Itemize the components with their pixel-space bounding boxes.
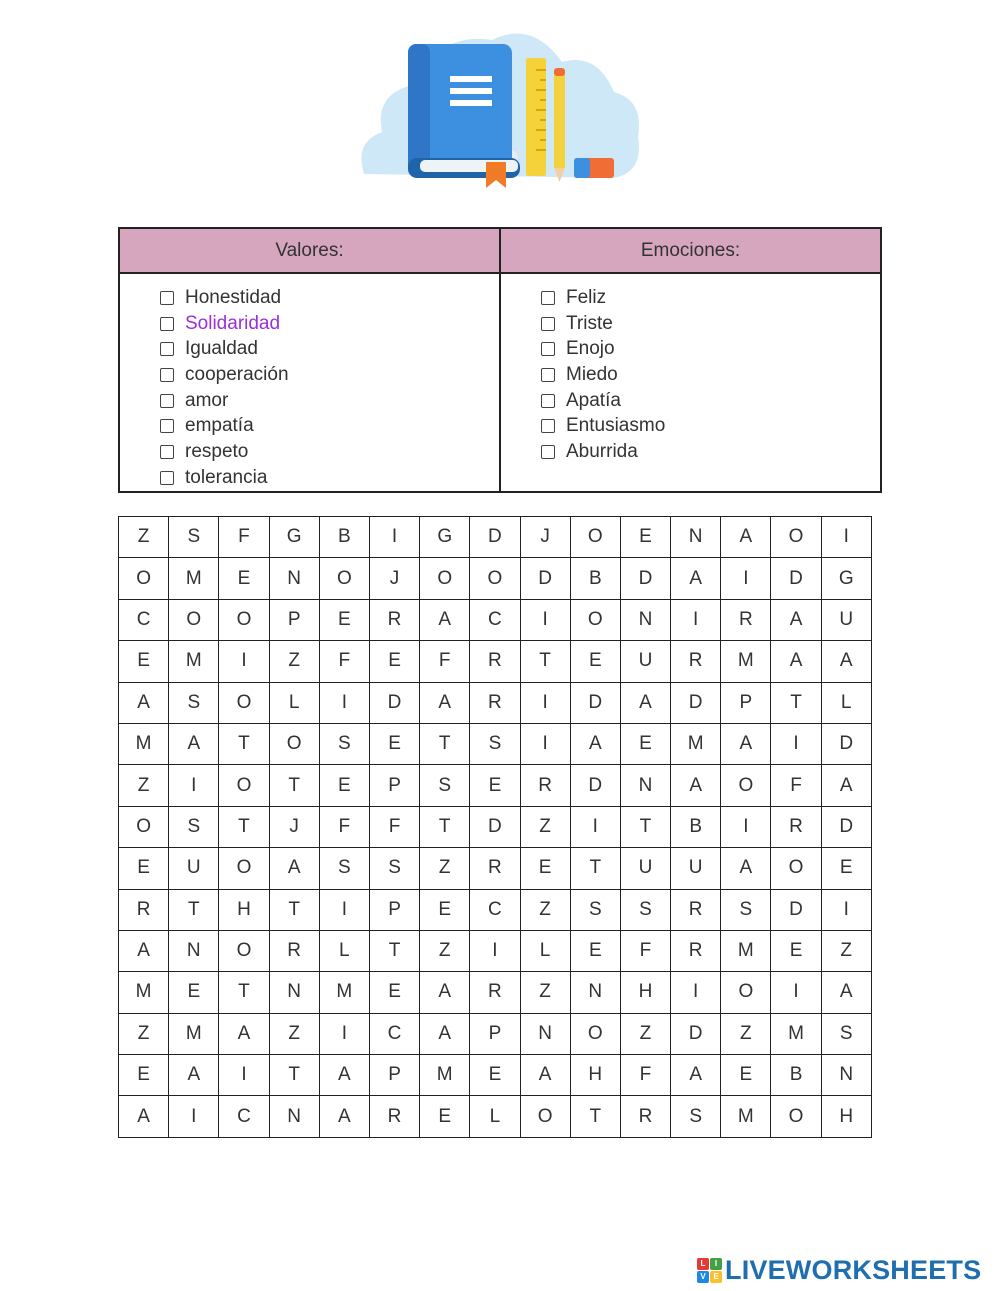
grid-cell[interactable]: R [771, 806, 821, 847]
grid-cell[interactable]: O [771, 1096, 821, 1137]
grid-cell[interactable]: E [369, 641, 419, 682]
grid-cell[interactable]: J [269, 806, 319, 847]
grid-cell[interactable]: C [219, 1096, 269, 1137]
grid-cell[interactable]: F [620, 930, 670, 971]
grid-cell[interactable]: P [369, 765, 419, 806]
grid-cell[interactable]: A [420, 1013, 470, 1054]
grid-cell[interactable]: D [821, 806, 871, 847]
grid-cell[interactable]: T [420, 723, 470, 764]
grid-cell[interactable]: E [470, 765, 520, 806]
grid-cell[interactable]: B [570, 558, 620, 599]
grid-cell[interactable]: R [721, 599, 771, 640]
grid-cell[interactable]: J [369, 558, 419, 599]
grid-cell[interactable]: U [671, 848, 721, 889]
grid-cell[interactable]: E [119, 641, 169, 682]
grid-cell[interactable]: G [420, 517, 470, 558]
word-amor[interactable]: amor [160, 388, 499, 414]
word-enojo[interactable]: Enojo [541, 336, 880, 362]
grid-cell[interactable]: E [119, 1055, 169, 1096]
word-miedo[interactable]: Miedo [541, 362, 880, 388]
grid-cell[interactable]: Z [269, 1013, 319, 1054]
grid-cell[interactable]: E [119, 848, 169, 889]
grid-cell[interactable]: A [821, 765, 871, 806]
grid-cell[interactable]: S [369, 848, 419, 889]
grid-cell[interactable]: R [620, 1096, 670, 1137]
grid-cell[interactable]: I [369, 517, 419, 558]
grid-cell[interactable]: O [269, 723, 319, 764]
grid-cell[interactable]: A [721, 517, 771, 558]
grid-cell[interactable]: M [721, 930, 771, 971]
grid-cell[interactable]: P [369, 1055, 419, 1096]
grid-cell[interactable]: E [620, 723, 670, 764]
brand-mark-tile: V [697, 1271, 709, 1283]
grid-cell[interactable]: T [771, 682, 821, 723]
book-ruler-pencil-cloud-icon [352, 22, 644, 192]
grid-cell[interactable]: T [570, 848, 620, 889]
grid-cell[interactable]: A [570, 723, 620, 764]
grid-cell[interactable]: I [821, 889, 871, 930]
grid-cell[interactable]: A [119, 682, 169, 723]
grid-cell[interactable]: Z [420, 848, 470, 889]
grid-cell[interactable]: R [520, 765, 570, 806]
grid-cell[interactable]: D [821, 723, 871, 764]
grid-cell[interactable]: M [721, 641, 771, 682]
grid-cell[interactable]: I [319, 1013, 369, 1054]
grid-cell[interactable]: Z [520, 972, 570, 1013]
grid-cell[interactable]: N [620, 765, 670, 806]
grid-cell[interactable]: H [570, 1055, 620, 1096]
grid-cell[interactable]: I [771, 723, 821, 764]
grid-cell[interactable]: S [470, 723, 520, 764]
grid-cell[interactable]: S [319, 848, 369, 889]
grid-cell[interactable]: E [470, 1055, 520, 1096]
grid-cell[interactable]: D [620, 558, 670, 599]
checkbox[interactable] [541, 419, 555, 433]
grid-cell[interactable]: E [620, 517, 670, 558]
grid-cell[interactable]: S [420, 765, 470, 806]
grid-cell[interactable]: T [620, 806, 670, 847]
grid-cell[interactable]: I [721, 806, 771, 847]
word-tolerancia[interactable]: tolerancia [160, 465, 499, 491]
grid-cell[interactable]: T [169, 889, 219, 930]
grid-cell[interactable]: O [520, 1096, 570, 1137]
word-feliz[interactable]: Feliz [541, 285, 880, 311]
grid-cell[interactable]: S [721, 889, 771, 930]
valores-heading: Valores: [275, 239, 344, 261]
grid-cell[interactable]: N [520, 1013, 570, 1054]
checkbox[interactable] [541, 291, 555, 305]
grid-cell[interactable]: T [570, 1096, 620, 1137]
liveworksheets-logo [697, 1254, 981, 1286]
grid-cell[interactable]: R [269, 930, 319, 971]
grid-cell[interactable]: S [169, 682, 219, 723]
grid-cell[interactable]: E [319, 599, 369, 640]
checkbox[interactable] [541, 368, 555, 382]
word-aburrida[interactable]: Aburrida [541, 439, 880, 465]
grid-cell[interactable]: F [420, 641, 470, 682]
grid-cell[interactable]: E [169, 972, 219, 1013]
grid-cell[interactable]: A [721, 848, 771, 889]
grid-cell[interactable]: U [620, 641, 670, 682]
grid-row [119, 972, 872, 1013]
grid-cell[interactable]: O [721, 765, 771, 806]
grid-cell[interactable]: O [169, 599, 219, 640]
grid-cell[interactable]: R [671, 641, 721, 682]
word-empatia[interactable]: empatía [160, 413, 499, 439]
checkbox[interactable] [160, 291, 174, 305]
grid-cell[interactable]: I [470, 930, 520, 971]
grid-cell[interactable]: Z [620, 1013, 670, 1054]
word-list-table [118, 227, 882, 493]
grid-cell[interactable]: E [369, 972, 419, 1013]
grid-cell[interactable]: T [269, 889, 319, 930]
grid-row [119, 641, 872, 682]
grid-cell[interactable]: M [169, 558, 219, 599]
grid-cell[interactable]: O [319, 558, 369, 599]
grid-row [119, 723, 872, 764]
grid-cell[interactable]: S [821, 1013, 871, 1054]
grid-cell[interactable]: P [269, 599, 319, 640]
grid-cell[interactable]: D [570, 765, 620, 806]
grid-cell[interactable]: B [671, 806, 721, 847]
word-search-grid [118, 516, 872, 1138]
grid-row [119, 682, 872, 723]
grid-row [119, 806, 872, 847]
grid-cell[interactable]: N [570, 972, 620, 1013]
grid-cell[interactable]: I [319, 682, 369, 723]
grid-cell[interactable]: U [620, 848, 670, 889]
grid-cell[interactable]: B [771, 1055, 821, 1096]
grid-cell[interactable]: C [470, 599, 520, 640]
grid-cell[interactable]: S [169, 517, 219, 558]
grid-cell[interactable]: F [771, 765, 821, 806]
grid-cell[interactable]: T [269, 765, 319, 806]
grid-cell[interactable]: I [169, 1096, 219, 1137]
grid-cell[interactable]: O [119, 806, 169, 847]
grid-cell[interactable]: U [169, 848, 219, 889]
grid-cell[interactable]: E [420, 1096, 470, 1137]
grid-cell[interactable]: O [771, 517, 821, 558]
grid-cell[interactable]: A [169, 723, 219, 764]
grid-cell[interactable]: T [219, 806, 269, 847]
grid-cell[interactable]: D [771, 889, 821, 930]
grid-cell[interactable]: A [119, 930, 169, 971]
grid-cell[interactable]: M [721, 1096, 771, 1137]
grid-cell[interactable]: H [219, 889, 269, 930]
word-honestidad[interactable]: Honestidad [160, 285, 499, 311]
word-solidaridad[interactable]: Solidaridad [160, 311, 499, 337]
grid-cell[interactable]: Z [119, 517, 169, 558]
grid-cell[interactable]: Z [420, 930, 470, 971]
grid-cell[interactable]: U [821, 599, 871, 640]
grid-cell[interactable]: A [671, 765, 721, 806]
grid-cell[interactable]: M [169, 641, 219, 682]
grid-cell[interactable]: E [821, 848, 871, 889]
grid-row [119, 517, 872, 558]
grid-cell[interactable]: E [219, 558, 269, 599]
checkbox[interactable] [160, 317, 174, 331]
grid-cell[interactable]: O [771, 848, 821, 889]
grid-cell[interactable]: I [821, 517, 871, 558]
grid-cell[interactable]: M [771, 1013, 821, 1054]
grid-cell[interactable]: A [319, 1055, 369, 1096]
grid-cell[interactable]: D [671, 682, 721, 723]
checkbox[interactable] [160, 368, 174, 382]
grid-cell[interactable]: I [570, 806, 620, 847]
grid-cell[interactable]: A [520, 1055, 570, 1096]
grid-cell[interactable]: A [420, 682, 470, 723]
grid-cell[interactable]: I [721, 558, 771, 599]
grid-cell[interactable]: R [671, 889, 721, 930]
grid-row [119, 1096, 872, 1137]
grid-cell[interactable]: I [319, 889, 369, 930]
grid-cell[interactable]: E [721, 1055, 771, 1096]
grid-cell[interactable]: O [219, 765, 269, 806]
word-list-header [120, 229, 880, 274]
word-entusiasmo[interactable]: Entusiasmo [541, 413, 880, 439]
grid-cell[interactable]: T [369, 930, 419, 971]
grid-row [119, 599, 872, 640]
grid-cell[interactable]: G [821, 558, 871, 599]
grid-row [119, 889, 872, 930]
grid-cell[interactable]: A [420, 972, 470, 1013]
grid-cell[interactable]: Z [520, 806, 570, 847]
grid-cell[interactable]: D [470, 806, 520, 847]
checkbox[interactable] [160, 471, 174, 485]
grid-cell[interactable]: M [671, 723, 721, 764]
grid-cell[interactable]: O [420, 558, 470, 599]
checkbox[interactable] [541, 394, 555, 408]
grid-cell[interactable]: C [470, 889, 520, 930]
grid-cell[interactable]: O [219, 930, 269, 971]
grid-cell[interactable]: I [520, 682, 570, 723]
checkbox[interactable] [160, 419, 174, 433]
grid-cell[interactable]: S [169, 806, 219, 847]
grid-cell[interactable]: O [570, 517, 620, 558]
grid-cell[interactable]: T [520, 641, 570, 682]
grid-cell[interactable]: A [821, 641, 871, 682]
grid-cell[interactable]: Z [821, 930, 871, 971]
grid-cell[interactable]: H [821, 1096, 871, 1137]
grid-cell[interactable]: D [470, 517, 520, 558]
checkbox[interactable] [541, 445, 555, 459]
grid-cell[interactable]: N [620, 599, 670, 640]
grid-cell[interactable]: S [620, 889, 670, 930]
grid-cell[interactable]: C [369, 1013, 419, 1054]
brand-name: LIVEWORKSHEETS [725, 1254, 982, 1285]
grid-cell[interactable]: A [420, 599, 470, 640]
grid-cell[interactable]: F [319, 641, 369, 682]
grid-row [119, 848, 872, 889]
grid-cell[interactable]: M [119, 972, 169, 1013]
grid-cell[interactable]: P [369, 889, 419, 930]
grid-cell[interactable]: R [470, 848, 520, 889]
grid-cell[interactable]: R [369, 1096, 419, 1137]
grid-cell[interactable]: L [470, 1096, 520, 1137]
grid-cell[interactable]: S [671, 1096, 721, 1137]
grid-row [119, 930, 872, 971]
brand-mark-tile: E [710, 1271, 722, 1283]
grid-cell[interactable]: T [219, 972, 269, 1013]
grid-cell[interactable]: J [520, 517, 570, 558]
emociones-column [499, 274, 880, 493]
grid-cell[interactable]: A [671, 558, 721, 599]
grid-cell[interactable]: O [721, 972, 771, 1013]
grid-cell[interactable]: L [319, 930, 369, 971]
word-cooperacion[interactable]: cooperación [160, 362, 499, 388]
grid-cell[interactable]: A [219, 1013, 269, 1054]
grid-cell[interactable]: M [319, 972, 369, 1013]
grid-cell[interactable]: D [570, 682, 620, 723]
grid-cell[interactable]: A [620, 682, 670, 723]
emociones-heading: Emociones: [499, 229, 880, 272]
grid-cell[interactable]: R [671, 930, 721, 971]
grid-cell[interactable]: D [771, 558, 821, 599]
grid-cell[interactable]: L [520, 930, 570, 971]
grid-cell[interactable]: T [269, 1055, 319, 1096]
grid-cell[interactable]: S [319, 723, 369, 764]
grid-cell[interactable]: R [470, 682, 520, 723]
valores-column [120, 274, 499, 493]
liveworksheets-mark-icon [697, 1258, 722, 1283]
word-igualdad[interactable]: Igualdad [160, 336, 499, 362]
grid-cell[interactable]: P [470, 1013, 520, 1054]
grid-cell[interactable]: S [570, 889, 620, 930]
grid-cell[interactable]: Z [520, 889, 570, 930]
grid-cell[interactable]: I [169, 765, 219, 806]
brand-mark-tile: L [697, 1258, 709, 1270]
grid-cell[interactable]: R [369, 599, 419, 640]
grid-row [119, 1055, 872, 1096]
grid-cell[interactable]: F [620, 1055, 670, 1096]
grid-cell[interactable]: O [219, 599, 269, 640]
grid-cell[interactable]: M [119, 723, 169, 764]
grid-cell[interactable]: D [671, 1013, 721, 1054]
grid-cell[interactable]: A [771, 599, 821, 640]
grid-cell[interactable]: Z [119, 765, 169, 806]
checkbox[interactable] [160, 342, 174, 356]
grid-cell[interactable]: N [671, 517, 721, 558]
grid-cell[interactable]: B [319, 517, 369, 558]
checkbox[interactable] [541, 342, 555, 356]
grid-cell[interactable]: A [319, 1096, 369, 1137]
grid-cell[interactable]: I [520, 723, 570, 764]
word-triste[interactable]: Triste [541, 311, 880, 337]
grid-cell[interactable]: O [219, 682, 269, 723]
grid-cell[interactable]: D [520, 558, 570, 599]
grid-cell[interactable]: I [671, 972, 721, 1013]
grid-cell[interactable]: A [269, 848, 319, 889]
grid-cell[interactable]: R [470, 972, 520, 1013]
grid-cell[interactable]: A [771, 641, 821, 682]
grid-cell[interactable]: H [620, 972, 670, 1013]
grid-cell[interactable]: E [520, 848, 570, 889]
grid-cell[interactable]: F [219, 517, 269, 558]
grid-cell[interactable]: Z [721, 1013, 771, 1054]
grid-cell[interactable]: F [319, 806, 369, 847]
grid-cell[interactable]: I [219, 641, 269, 682]
grid-cell[interactable]: L [269, 682, 319, 723]
grid-cell[interactable]: A [721, 723, 771, 764]
grid-cell[interactable]: L [821, 682, 871, 723]
grid-cell[interactable]: M [420, 1055, 470, 1096]
grid-cell[interactable]: N [169, 930, 219, 971]
checkbox[interactable] [541, 317, 555, 331]
checkbox[interactable] [160, 394, 174, 408]
grid-cell[interactable]: F [369, 806, 419, 847]
grid-cell[interactable]: A [671, 1055, 721, 1096]
grid-cell[interactable]: N [821, 1055, 871, 1096]
grid-row [119, 558, 872, 599]
word-respeto[interactable]: respeto [160, 439, 499, 465]
grid-cell[interactable]: N [269, 972, 319, 1013]
grid-cell[interactable]: A [119, 1096, 169, 1137]
grid-cell[interactable]: Z [119, 1013, 169, 1054]
grid-cell[interactable]: T [219, 723, 269, 764]
grid-cell[interactable]: N [269, 558, 319, 599]
grid-cell[interactable]: E [570, 930, 620, 971]
grid-cell[interactable]: M [169, 1013, 219, 1054]
grid-cell[interactable]: O [570, 1013, 620, 1054]
grid-cell[interactable]: I [520, 599, 570, 640]
grid-cell[interactable]: G [269, 517, 319, 558]
grid-cell[interactable]: D [369, 682, 419, 723]
grid-cell[interactable]: E [319, 765, 369, 806]
grid-cell[interactable]: E [771, 930, 821, 971]
grid-cell[interactable]: A [169, 1055, 219, 1096]
grid-cell[interactable]: I [219, 1055, 269, 1096]
grid-cell[interactable]: R [470, 641, 520, 682]
grid-cell[interactable]: P [721, 682, 771, 723]
grid-cell[interactable]: O [119, 558, 169, 599]
grid-cell[interactable]: O [470, 558, 520, 599]
grid-cell[interactable]: R [119, 889, 169, 930]
grid-cell[interactable]: E [420, 889, 470, 930]
grid-cell[interactable]: T [420, 806, 470, 847]
grid-cell[interactable]: Z [269, 641, 319, 682]
grid-row [119, 1013, 872, 1054]
grid-cell[interactable]: I [771, 972, 821, 1013]
grid-cell[interactable]: A [821, 972, 871, 1013]
grid-cell[interactable]: O [219, 848, 269, 889]
grid-cell[interactable]: N [269, 1096, 319, 1137]
grid-cell[interactable]: E [570, 641, 620, 682]
grid-cell[interactable]: I [671, 599, 721, 640]
grid-cell[interactable]: C [119, 599, 169, 640]
brand-mark-tile: I [710, 1258, 722, 1270]
word-apatia[interactable]: Apatía [541, 388, 880, 414]
grid-row [119, 765, 872, 806]
checkbox[interactable] [160, 445, 174, 459]
grid-cell[interactable]: O [570, 599, 620, 640]
grid-cell[interactable]: E [369, 723, 419, 764]
